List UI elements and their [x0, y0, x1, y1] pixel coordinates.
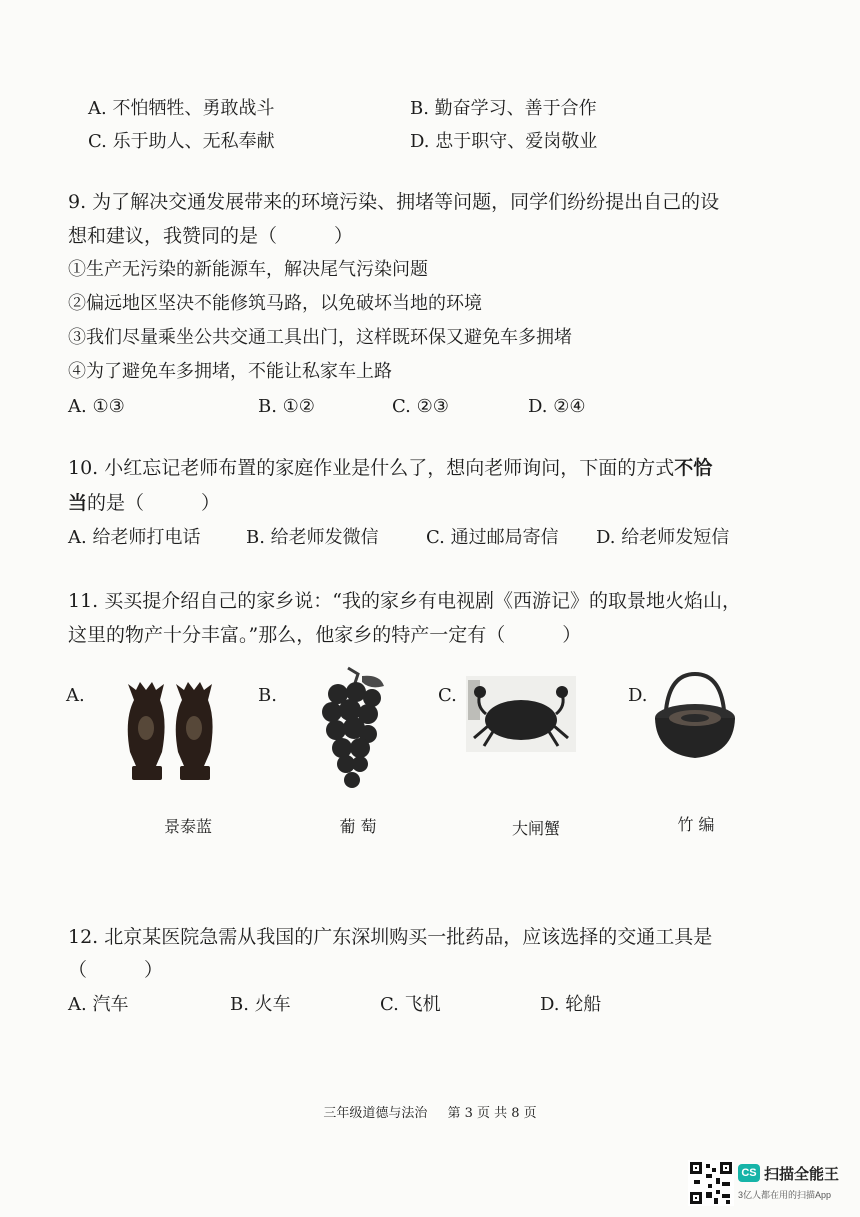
- q9-option-d: D. ②④: [528, 396, 586, 417]
- q11-choice-d-letter: D.: [628, 685, 648, 706]
- q9-stem-line1: 9. 为了解决交通发展带来的环境污染、拥堵等问题，同学们纷纷提出自己的设: [68, 191, 720, 213]
- q9-option-a: A. ①③: [68, 396, 125, 417]
- q9-stem-line2: 想和建议，我赞同的是（ ）: [68, 225, 354, 247]
- q10-emphasis-2: 当: [68, 492, 88, 514]
- q11-choice-c-caption: 大闸蟹: [511, 819, 560, 838]
- q9-option-c: C. ②③: [392, 396, 449, 417]
- q9-statement-2: ②偏远地区坚决不能修筑马路，以免破坏当地的环境: [68, 293, 482, 314]
- q9-statement-3: ③我们尽量乘坐公共交通工具出门，这样既环保又避免车多拥堵: [68, 327, 572, 348]
- q11-stem-line2: 这里的物产十分丰富。”那么，他家乡的特产一定有（ ）: [68, 624, 582, 646]
- footer-page-number: 第 3 页 共 8 页: [447, 1106, 537, 1121]
- q10-stem-line2: [68, 491, 220, 515]
- q10-option-c: C. 通过邮局寄信: [426, 527, 559, 548]
- q12-stem-line2: （ ）: [68, 959, 164, 981]
- bamboo-weaving-image: [650, 670, 740, 762]
- q10-option-b: B. 给老师发微信: [246, 527, 379, 548]
- q10-stem-rest: 的是（ ）: [87, 492, 221, 514]
- q9-statement-4: ④为了避免车多拥堵，不能让私家车上路: [68, 361, 392, 382]
- q11-choice-b-caption: 葡 萄: [339, 817, 377, 836]
- q11-choice-d-caption: 竹 编: [677, 815, 715, 834]
- cloisonne-vases-image: [122, 680, 222, 784]
- q8-option-a: A. 不怕牺牲、勇敢战斗: [88, 98, 275, 119]
- q12-option-a: A. 汽车: [68, 994, 129, 1015]
- q9-statement-1: ①生产无污染的新能源车，解决尾气污染问题: [68, 259, 428, 280]
- q10-stem-line1: [68, 456, 712, 480]
- watermark-name: 扫描全能王: [764, 1166, 840, 1183]
- q10-emphasis-1: 不恰: [674, 457, 713, 479]
- q11-stem-line1: 11. 买买提介绍自己的家乡说：“我的家乡有电视剧《西游记》的取景地火焰山，: [68, 590, 741, 612]
- q8-option-b: B. 勤奋学习、善于合作: [410, 98, 597, 119]
- q9-option-b: B. ①②: [258, 396, 315, 417]
- q11-choice-c-letter: C.: [438, 685, 457, 706]
- camscanner-logo-icon: CS: [738, 1164, 760, 1182]
- q12-option-b: B. 火车: [230, 994, 291, 1015]
- q8-option-d: D. 忠于职守、爱岗敬业: [410, 131, 598, 152]
- footer-subject: 三年级道德与法治: [323, 1106, 428, 1121]
- grapes-image: [318, 664, 390, 796]
- q10-option-d: D. 给老师发短信: [596, 527, 730, 548]
- q12-stem-line1: 12. 北京某医院急需从我国的广东深圳购买一批药品，应该选择的交通工具是: [68, 926, 713, 948]
- q12-option-c: C. 飞机: [380, 994, 441, 1015]
- q10-stem-text: 10. 小红忘记老师布置的家庭作业是什么了，想向老师询问，下面的方式: [68, 457, 675, 479]
- qr-code-icon: [688, 1160, 734, 1206]
- watermark-tagline: 3亿人都在用的扫描App: [738, 1190, 832, 1200]
- scanner-watermark: [688, 1160, 848, 1206]
- q12-option-d: D. 轮船: [540, 994, 602, 1015]
- q11-choice-a-letter: A.: [66, 685, 85, 706]
- page-footer: [0, 1102, 860, 1121]
- q8-option-c: C. 乐于助人、无私奉献: [88, 131, 275, 152]
- q10-option-a: A. 给老师打电话: [68, 527, 201, 548]
- q11-choice-a-caption: 景泰蓝: [163, 817, 212, 836]
- crab-image: [466, 676, 576, 752]
- q11-choice-b-letter: B.: [258, 685, 277, 706]
